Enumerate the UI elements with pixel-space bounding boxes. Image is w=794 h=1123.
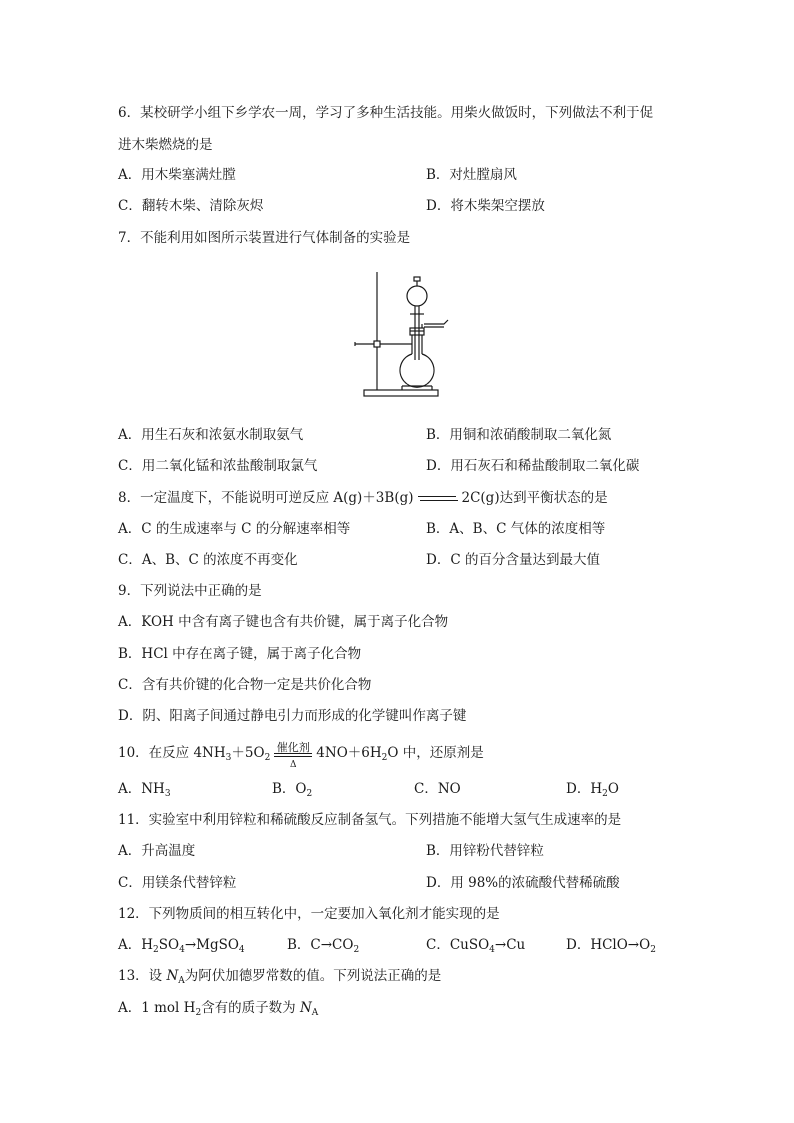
q7-option-c: C．用二氧化锰和浓盐酸制取氯气 bbox=[118, 458, 318, 474]
q10-option-a: A．$NH_3$ bbox=[118, 781, 171, 799]
q10-sub-3: 3 bbox=[225, 753, 232, 763]
q10-stem: 10．在反应 $4NH_3+5O_2$ 催化剂 Δ $4NO+6H_2O$ 中，还原剂是 bbox=[118, 744, 484, 767]
arrow-heat-label: Δ bbox=[290, 759, 297, 770]
reversible-arrow-icon bbox=[416, 493, 460, 505]
q8-stem bbox=[118, 489, 608, 507]
q10-sub-2: 2 bbox=[264, 753, 271, 763]
q9-option-b: B．HCl 中存在离子键，属于离子化合物 bbox=[118, 646, 362, 662]
stand-base bbox=[364, 390, 438, 396]
q11-option-a: A．升高温度 bbox=[118, 843, 196, 859]
q11-option-b: B．用锌粉代替锌粒 bbox=[426, 843, 544, 859]
q10-stem-pre: 10．在反应 4NH bbox=[118, 745, 226, 761]
q8-option-d: D．C 的百分含量达到最大值 bbox=[426, 552, 600, 568]
q11-stem: 11．实验室中利用锌粒和稀硫酸反应制备氢气。下列措施不能增大氢气生成速率的是 bbox=[118, 812, 622, 828]
q10-option-c: C．NO bbox=[414, 781, 461, 797]
q9-option-a: A．KOH 中含有离子键也含有共价键，属于离子化合物 bbox=[118, 614, 449, 630]
q8-option-a: A．C 的生成速率与 C 的分解速率相等 bbox=[118, 521, 351, 537]
round-bottom-flask bbox=[400, 354, 434, 387]
q6-option-a: A．用木柴塞满灶膛 bbox=[118, 167, 236, 183]
q9-option-c: C．含有共价键的化合物一定是共价化合物 bbox=[118, 677, 372, 693]
delivery-tube bbox=[424, 320, 448, 324]
q12-option-a: A．$H_2SO_4\to MgSO_4$ bbox=[118, 937, 245, 955]
q8-option-b: B．A、B、C 气体的浓度相等 bbox=[426, 521, 606, 537]
q10-stem-mid1: ＋5O bbox=[231, 745, 265, 761]
q13-stem bbox=[118, 967, 441, 990]
q9-option-d: D．阴、阳离子间通过静电引力而形成的化学键叫作离子键 bbox=[118, 708, 467, 724]
q10-option-d: D．$H_2O$ bbox=[566, 781, 619, 799]
q10-stem-mid3: O 中，还原剂是 bbox=[387, 745, 484, 761]
q7-option-b: B．用铜和浓硝酸制取二氧化氮 bbox=[426, 427, 612, 443]
q11-option-d: D．用 98%的浓硫酸代替稀硫酸 bbox=[426, 875, 620, 891]
q12-stem: 12．下列物质间的相互转化中，一定要加入氧化剂才能实现的是 bbox=[118, 906, 500, 922]
q13-option-a: A．1 mol $H_2$含有的质子数为 $N_A$ bbox=[118, 1000, 319, 1018]
q6-option-b: B．对灶膛扇风 bbox=[426, 167, 517, 183]
apparatus-diagram bbox=[352, 268, 452, 400]
q12-option-c: C．CuSO$_4$→Cu bbox=[426, 937, 526, 955]
reaction-arrow-icon bbox=[272, 740, 314, 770]
arrow-catalyst-label: 催化剂 bbox=[276, 740, 310, 754]
funnel-bulb bbox=[407, 286, 427, 306]
q12-option-b: B．$C\to CO_2$ bbox=[287, 937, 360, 955]
q13-stem-post: 为阿伏加德罗常数的值。下列说法正确的是 bbox=[184, 968, 442, 984]
q8-stem-pre: 8．一定温度下，不能说明可逆反应 A(g)＋3B(g) bbox=[118, 490, 414, 506]
q6-stem-line1: 6．某校研学小组下乡学农一周，学习了多种生活技能。用柴火做饭时，下列做法不利于促 bbox=[118, 105, 654, 121]
q13-na-symbol: N bbox=[166, 968, 179, 984]
q10-option-b: B．$O_2$ bbox=[272, 781, 313, 799]
q11-option-c: C．用镁条代替锌粒 bbox=[118, 875, 237, 891]
q7-option-d: D．用石灰石和稀盐酸制取二氧化碳 bbox=[426, 458, 640, 474]
gas-apparatus-figure bbox=[352, 268, 452, 400]
q7-option-a: A．用生石灰和浓氨水制取氨气 bbox=[118, 427, 304, 443]
q10-stem-mid2: 4NO＋6H bbox=[316, 745, 382, 761]
q6-option-d: D．将木柴架空摆放 bbox=[426, 198, 545, 214]
q12-option-d: D．$HClO\to O_2$ bbox=[566, 937, 656, 955]
q13-na-sub: A bbox=[178, 976, 185, 986]
q9-stem: 9．下列说法中正确的是 bbox=[118, 583, 262, 599]
q7-stem: 7．不能利用如图所示装置进行气体制备的实验是 bbox=[118, 230, 411, 246]
q13-stem-pre: 13．设 bbox=[118, 968, 167, 984]
q8-stem-post: 2C(g)达到平衡状态的是 bbox=[461, 490, 608, 506]
q8-option-c: C．A、B、C 的浓度不再变化 bbox=[118, 552, 298, 568]
q6-stem-line2: 进木柴燃烧的是 bbox=[118, 137, 213, 153]
q6-option-c: C．翻转木柴、清除灰烬 bbox=[118, 198, 264, 214]
